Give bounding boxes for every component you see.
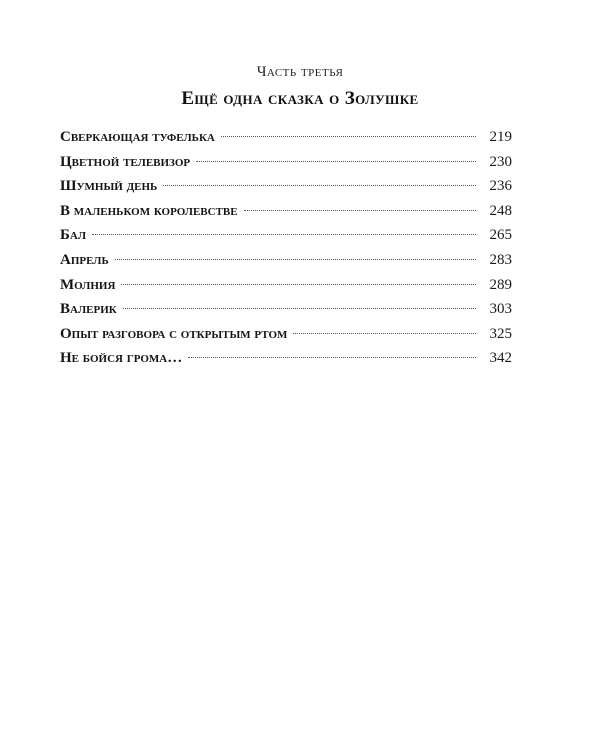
toc-entry-page: 303 [489, 301, 512, 318]
toc-entry-title: Цветной телевизор [60, 153, 191, 170]
dot-leader [123, 308, 476, 309]
toc-entry-title: Опыт разговора с открытым ртом [60, 325, 288, 342]
toc-entry-page: 236 [489, 178, 512, 195]
toc-entry-title: Молния [60, 276, 116, 293]
dot-leader [293, 333, 476, 334]
toc-entry-title: Шумный день [60, 178, 158, 195]
toc-entry[interactable] [60, 350, 512, 375]
toc-entry-title: В маленьком королевстве [60, 202, 238, 219]
toc-entry[interactable] [60, 178, 512, 203]
toc-entry[interactable] [60, 227, 512, 252]
dot-leader [121, 284, 476, 285]
dot-leader [188, 357, 476, 358]
dot-leader [163, 185, 476, 186]
toc-entry[interactable] [60, 301, 512, 326]
toc-entry[interactable] [60, 252, 512, 277]
dot-leader [221, 136, 476, 137]
toc-entry-page: 325 [489, 325, 512, 342]
toc-entry[interactable] [60, 277, 512, 302]
toc-entry-title: Валерик [60, 301, 117, 318]
toc-entry-title: Апрель [60, 251, 109, 268]
dot-leader [92, 234, 476, 235]
toc-entry-title: Бал [60, 227, 87, 244]
toc-entry-title: Не бойся грома… [60, 350, 183, 367]
dot-leader [196, 161, 476, 162]
table-of-contents [60, 129, 512, 375]
toc-entry[interactable] [60, 326, 512, 351]
toc-entry[interactable] [60, 154, 512, 179]
dot-leader [244, 210, 476, 211]
toc-entry-page: 219 [489, 129, 512, 145]
toc-entry-page: 230 [489, 153, 512, 170]
toc-entry-page: 265 [489, 227, 512, 244]
toc-entry-page: 283 [489, 251, 512, 268]
toc-entry-page: 248 [489, 202, 512, 219]
part-title: Ещё одна сказка о Золушке [181, 88, 419, 109]
toc-entry-page: 289 [489, 276, 512, 293]
part-label: Часть третья [256, 64, 344, 80]
dot-leader [115, 259, 476, 260]
toc-entry[interactable] [60, 129, 512, 154]
toc-entry-page: 342 [489, 350, 512, 367]
toc-entry[interactable] [60, 203, 512, 228]
toc-entry-title: Сверкающая туфелька [60, 129, 215, 145]
